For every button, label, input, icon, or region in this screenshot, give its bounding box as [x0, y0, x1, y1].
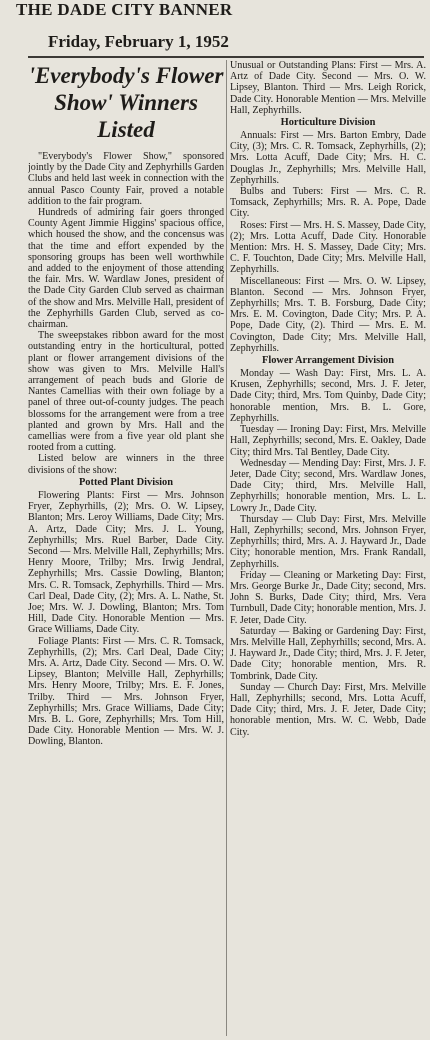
- article-paragraph: Hundreds of admiring fair goers thronged County Agent Jimmie Higgins' spacious office, which housed the show, and the concensus was that the time and effort expended by the sponsoring groups has been well worthwhile and added to the enjoyment of those attending the fair. Mrs. W. Wardlaw Jones, president of the Dade City Garden Club served as chairman of the show and Mrs. Melville Hall, president of the Zephyrhills Garden Club, served as co-chairman.: [28, 207, 224, 331]
- article-paragraph: Tuesday — Ironing Day: First, Mrs. Melville Hall, Zephyrhills; second, Mrs. E. Oakley, Dade City; third Mrs. Tal Bentley, Dade City.: [230, 424, 426, 458]
- left-column: [28, 60, 224, 1038]
- article-paragraph: Sunday — Church Day: First, Mrs. Melville Hall, Zephyrhills; second, Mrs. Lotta Acuff, Dade City; third, Mrs. J. F. Jeter, Dade City; honorable mention, Mrs. W. C. Webb, Dade City.: [230, 681, 426, 738]
- article-paragraph: Miscellaneous: First — Mrs. O. W. Lipsey, Blanton. Second — Mrs. Johnson Fryer, Zephyrhills; Mrs. T. B. Forsburg, Dade City; Mrs. E. M. Covington, Dade City; Mrs. P. A. Pope, Dade City, (2). Third — Mrs. E. M. Covington, Dade City; Mrs. Melville Hall, Zephyrhills.: [230, 275, 426, 354]
- masthead: THE DADE CITY BANNER: [16, 0, 233, 19]
- article-paragraph: "Everybody's Flower Show," sponsored jointly by the Dade City and Zephyrhills Garden Clubs and held last week in connection with the annual Pasco County Fair, proved a notable addition to the fair program.: [28, 151, 224, 207]
- article-paragraph: The sweepstakes ribbon award for the most outstanding entry in the horticultural, potted plant or flower arrangement divisions of the show was given to Mrs. Melville Hall's arrangement of peach buds and Glorie de Nantes Camellias with their own foliage by a panel of three out-of-county judges. The peach blossoms for the arrangement were from a tree planted and grown by Mrs. Hall and the camellias were from a five year old plant she rooted from a cutting.: [28, 330, 224, 454]
- article-paragraph: Foliage Plants: First — Mrs. C. R. Tomsack, Zephyrhills, (2); Mrs. Carl Deal, Dade City; Mrs. A. Artz, Dade City. Second — Mrs. O. W. Lipsey, Blanton; Melville Hall, Zephyrhills; Mrs. Henry Moore, Trilby; Mrs. E. F. Jones, Trilby. Third — Mrs. Johnson Fryer, Zephyrhills; Mrs. Grace Williams, Dade City; Mrs. B. L. Gore, Zephyrhills; Mrs. Tom Hill, Dade City. Honorable Mention — Mrs. W. J. Dowling, Blanton.: [28, 635, 224, 748]
- column-divider: [226, 60, 227, 1036]
- article-paragraph: Unusual or Outstanding Plans: First — Mrs. A. Artz of Dade City. Second — Mrs. O. W. Lipsey, Blanton. Third — Mrs. Leigh Rorick, Dade City. Honorable Mention — Mrs. Melville Hall, Zephyrhills.: [230, 60, 426, 116]
- article-paragraph: Annuals: First — Mrs. Barton Embry, Dade City, (3); Mrs. C. R. Tomsack, Zephyrhills, (2); Mrs. Lotta Acuff, Dade City; Mrs. H. C. Douglas Jr., Zephyrhills; Mrs. Melville Hall, Zephyrhills.: [230, 130, 426, 186]
- header-rule: [28, 56, 424, 58]
- article-paragraph: Thursday — Club Day: First, Mrs. Melville Hall, Zephyrhills; second, Mrs. Johnson Fryer, Zephyrhills; third, Mrs. A. J. Hayward Jr., Dade City; honorable mention, Mrs. Frank Randall, Zephyrhills.: [230, 513, 426, 570]
- section-heading-potted: Potted Plant Division: [78, 476, 174, 488]
- section-heading-horticulture: Horticulture Division: [280, 117, 376, 129]
- article-paragraph: Friday — Cleaning or Marketing Day: First, Mrs. George Burke Jr., Dade City; second, Mrs. John S. Burks, Dade City; third, Mrs. Vera Turnbull, Dade City; honorable mention, Mrs. J. F. Jeter, Dade City.: [230, 569, 426, 626]
- article-paragraph: Listed below are winners in the three divisions of the show:: [28, 453, 224, 476]
- dateline: Friday, February 1, 1952: [48, 32, 229, 51]
- article-paragraph: Saturday — Baking or Gardening Day: First, Mrs. Melville Hall, Zephyrhills; second, Mrs. A. J. Hayward Jr., Dade City; third, Mrs. J. F. Jeter, Dade City; honorable mention, Mrs. R. Tombrink, Dade City.: [230, 625, 426, 682]
- right-column: [230, 60, 426, 1038]
- article-paragraph: Wednesday — Mending Day: First, Mrs. J. F. Jeter, Dade City; second, Mrs. Wardlaw Jones, Dade City; third, Mrs. Melville Hall, Zephyrhills; honorable mention, Mrs. L. L. Lowry Jr., Dade City.: [230, 457, 426, 514]
- headline: 'Everybody's Flower Show' Winners Listed: [28, 63, 224, 142]
- article-paragraph: Bulbs and Tubers: First — Mrs. C. R. Tomsack, Zephyrhills; Mrs. R. A. Pope, Dade City.: [230, 186, 426, 220]
- article-paragraph: Flowering Plants: First — Mrs. Johnson Fryer, Zephyrhills, (2); Mrs. O. W. Lipsey, Blanton; Mrs. Leroy Williams, Dade City; Mrs. A. Artz, Dade City; Mrs. J. L. Young, Zephyrhills; Mrs. Ruel Barber, Dade City. Second — Mrs. Melville Hall, Zephyrhills; Mrs. Henry Moore, Trilby; Mrs. Irwig Jendral, Zephyrhills; Mrs. Cassie Dowling, Blanton; Mrs. C. R. Tomsack, Zephyrhills. Third — Mrs. Carl Deal, Dade City, (2); Mrs. A. L. Nathe, St. Joe; Mrs. W. J. Dowling, Blanton; Mrs. Tom Hill, Dade City. Honorable Mention — Mrs. Grace Williams, Dade City.: [28, 489, 224, 636]
- article-paragraph: Roses: First — Mrs. H. S. Massey, Dade City, (2); Mrs. Lotta Acuff, Dade City. Honorable Mention: Mrs. H. S. Massey, Dade City; Mrs. C. F. Touchton, Dade City; Mrs. Melville Hall, Zephyrhills.: [230, 219, 426, 276]
- section-heading-arrangement: Flower Arrangement Division: [262, 355, 394, 367]
- article-paragraph: Monday — Wash Day: First, Mrs. L. A. Krusen, Zephyrhills; second, Mrs. J. F. Jeter, Dade City; third, Mrs. Tom Quinby, Dade City; honorable mention, Mrs. B. L. Gore, Zephyrhills.: [230, 368, 426, 424]
